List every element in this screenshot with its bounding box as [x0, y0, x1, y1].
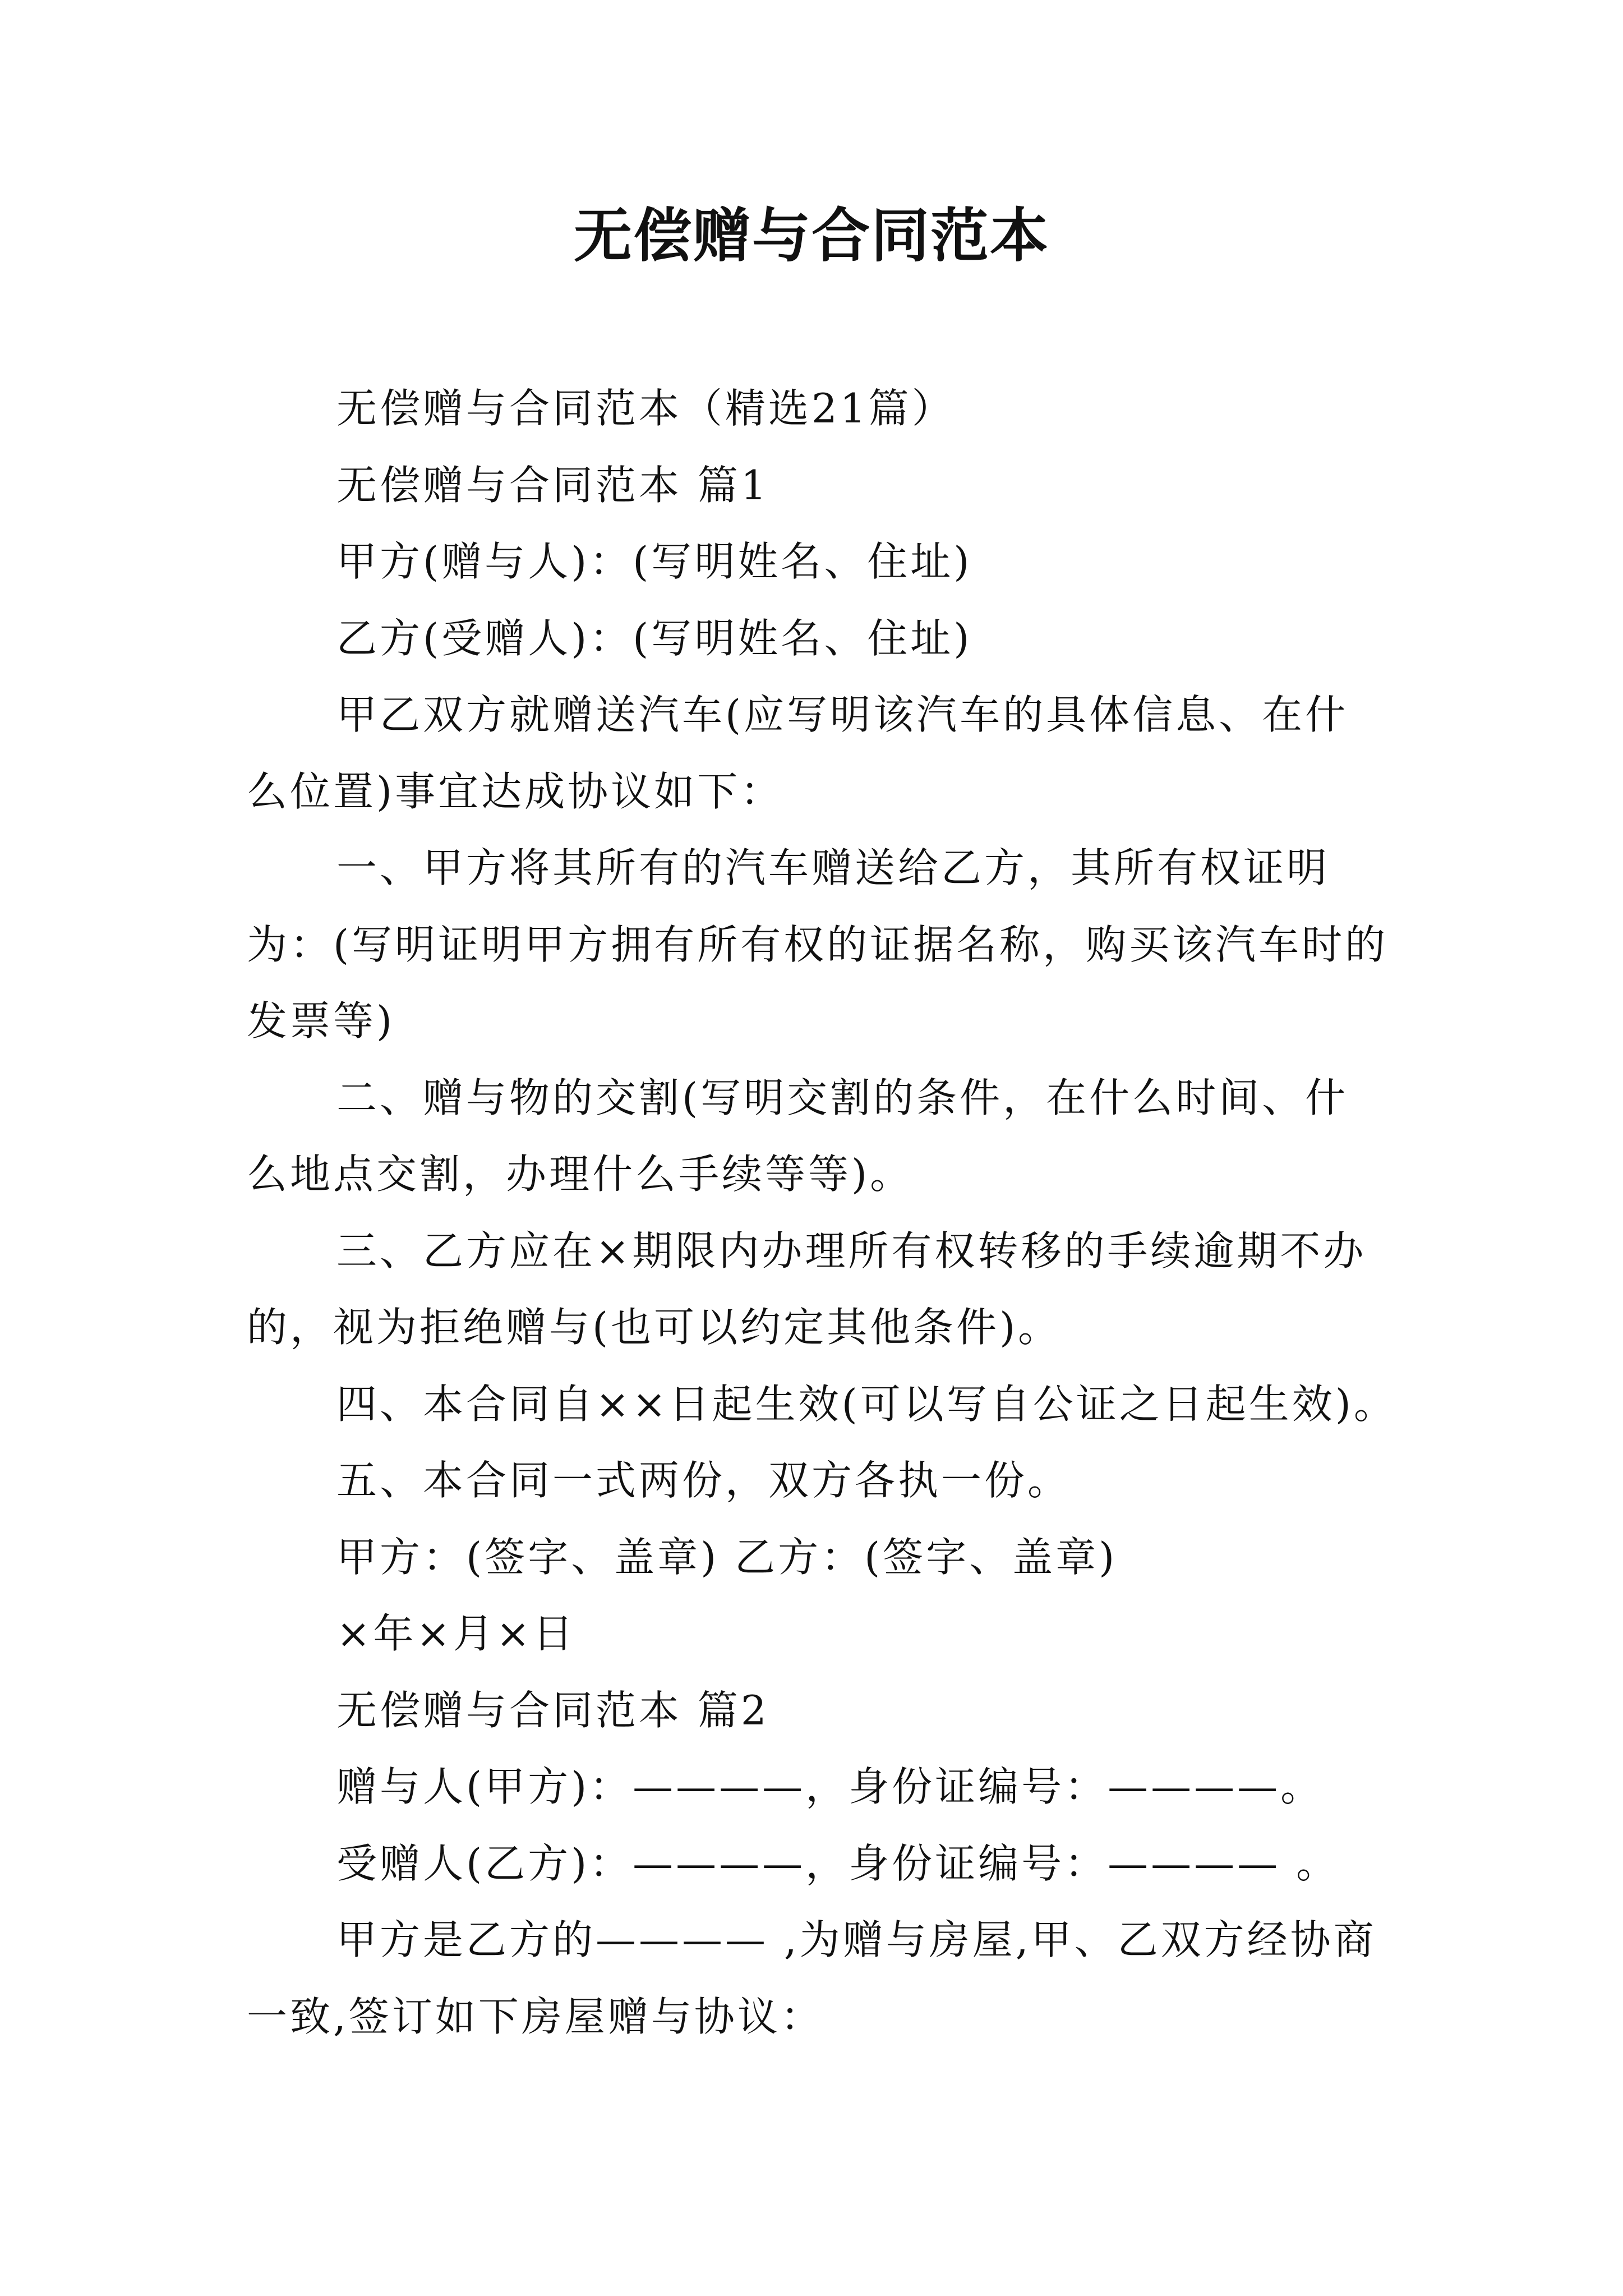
date-line: ×年×月×日: [336, 1610, 576, 1657]
clause-1-paragraph: 一、甲方将其所有的汽车赠送给乙方，其所有权证明为：(写明证明甲方拥有所有权的证据名称，购买该汽车时的发票等): [247, 844, 1389, 1045]
clause-5-paragraph: 五、本合同一式两份，双方各执一份。: [336, 1457, 1071, 1504]
section-heading-1: 无偿赠与合同范本 篇1: [336, 461, 769, 509]
section-heading-2: 无偿赠与合同范本 篇2: [336, 1686, 769, 1734]
donee-line: 受赠人(乙方)：————，身份证编号：———— 。: [336, 1839, 1340, 1887]
document-title: 无偿赠与合同范本: [573, 201, 1049, 270]
donor-line: 赠与人(甲方)：————，身份证编号：————。: [336, 1763, 1324, 1810]
clause-3-paragraph: 三、乙方应在×期限内办理所有权转移的手续逾期不办的，视为拒绝赠与(也可以约定其他条件)。: [247, 1227, 1367, 1351]
clause-4-paragraph: 四、本合同自××日起生效(可以写自公证之日起生效)。: [336, 1380, 1397, 1428]
relationship-paragraph: 甲方是乙方的———— ,为赠与房屋,甲、乙双方经协商一致,签订如下房屋赠与协议：: [247, 1916, 1377, 2040]
party-b-line: 乙方(受赠人)：(写明姓名、住址): [336, 614, 972, 662]
document-body: [247, 370, 1397, 2055]
signature-line: 甲方：(签字、盖章) 乙方：(签字、盖章): [336, 1533, 1118, 1581]
party-a-line: 甲方(赠与人)：(写明姓名、住址): [336, 538, 972, 585]
agreement-intro-paragraph: 甲乙双方就赠送汽车(应写明该汽车的具体信息、在什么位置)事宜达成协议如下：: [247, 691, 1349, 815]
subtitle-paragraph: 无偿赠与合同范本（精选21篇）: [336, 385, 955, 432]
clause-2-paragraph: 二、赠与物的交割(写明交割的条件，在什么时间、什么地点交割，办理什么手续等等)。: [247, 1074, 1349, 1198]
